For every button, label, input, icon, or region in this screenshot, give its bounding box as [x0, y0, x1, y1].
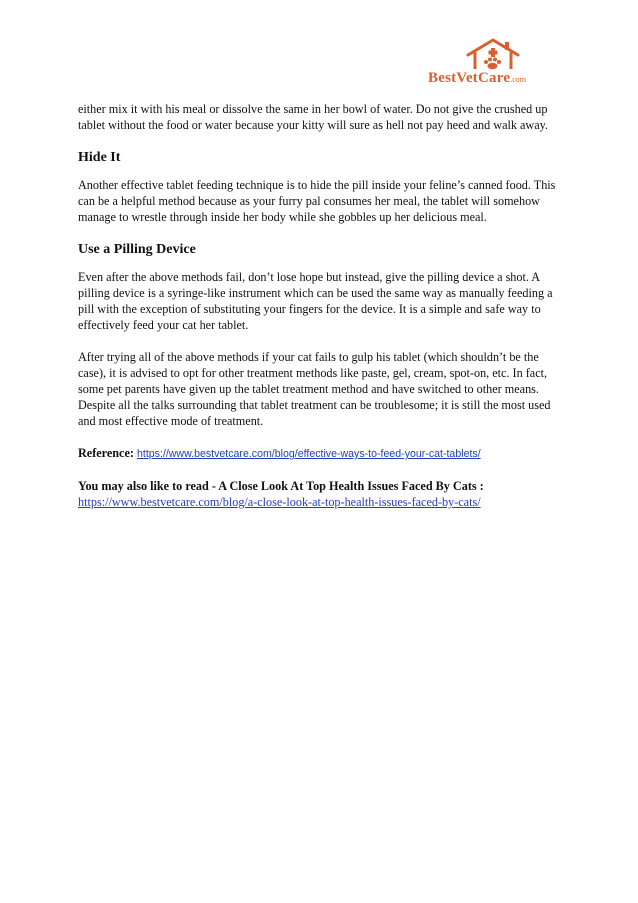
house-paw-icon [464, 38, 522, 72]
read-more-link[interactable]: https://www.bestvetcare.com/blog/a-close-look-at-top-health-issues-faced-by-cats/ [78, 495, 481, 509]
intro-paragraph: either mix it with his meal or dissolve the same in her bowl of water. Do not give the crushed up tablet without the food or water because your kitty will sure as hell not pay heed and walk away. [78, 102, 548, 132]
reference-line [78, 445, 562, 462]
heading-hide-it: Hide It [78, 150, 121, 165]
reference-label: Reference: [78, 446, 134, 460]
alternatives-paragraph: After trying all of the above methods if your cat fails to gulp his tablet (which shouldn’t be the case), it is advised to opt for other treatment methods like paste, gel, cream, spot-on, etc. In fact, some pet parents have given up the tablet treatment method and have switched to other means. Despite all the talks surrounding that tablet treatment can be troublesome; it is still the most used and most effective mode of treatment. [78, 350, 551, 428]
logo-wordmark [428, 70, 526, 87]
logo-name: BestVetCare [428, 70, 511, 86]
read-more-block [78, 478, 562, 510]
document-body [78, 101, 562, 526]
pilling-device-paragraph: Even after the above methods fail, don’t lose hope but instead, give the pilling device a shot. A pilling device is a syringe-like instrument which can be used the same way as manually feeding a pill with the exception of substituting your fingers for the device. It is a simple and safe way to effectively feed your cat her tablet. [78, 270, 553, 332]
reference-link[interactable]: https://www.bestvetcare.com/blog/effective-ways-to-feed-your-cat-tablets/ [136, 448, 481, 460]
read-more-title: You may also like to read - A Close Look At Top Health Issues Faced By Cats : [78, 479, 484, 493]
logo [428, 38, 558, 90]
hide-it-paragraph: Another effective tablet feeding technique is to hide the pill inside your feline’s canned food. This can be a helpful method because as your furry pal consumes her meal, the tablet will somehow manage to wrestle through inside her body while she gobbles up her delicious meal. [78, 178, 556, 224]
logo-tld: .com [510, 75, 526, 84]
heading-pilling-device: Use a Pilling Device [78, 242, 196, 257]
